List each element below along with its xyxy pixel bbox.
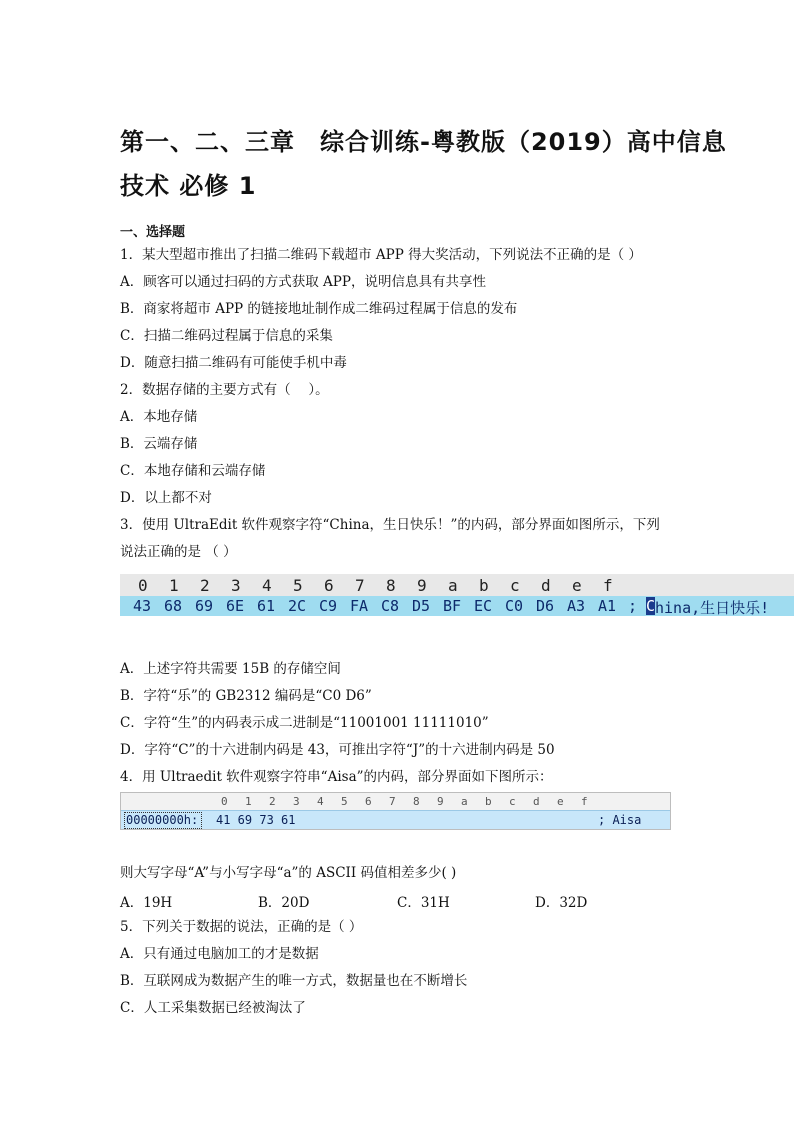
hex-byte: 6E bbox=[226, 597, 245, 615]
q5-stem: 5．下列关于数据的说法，正确的是（ ） bbox=[120, 919, 363, 935]
hex-byte: D5 bbox=[412, 597, 431, 615]
hex-col-9: 9 bbox=[437, 795, 444, 808]
hex-text: hina,生日快乐! bbox=[655, 599, 770, 617]
hex-byte: EC bbox=[474, 597, 493, 615]
hex-byte: BF bbox=[443, 597, 462, 615]
q3-option-b: B．字符“乐”的 GB2312 编码是“C0 D6” bbox=[120, 688, 372, 704]
q4-question: 则大写字母“A”与小写字母“a”的 ASCII 码值相差多少( ) bbox=[120, 865, 457, 881]
q2-option-c: C．本地存储和云端存储 bbox=[120, 463, 266, 479]
q4-option-d: D．32D bbox=[535, 895, 588, 911]
q1-stem: 1．某大型超市推出了扫描二维码下载超市 APP 得大奖活动，下列说法不正确的是（ ） bbox=[120, 247, 642, 263]
hex-byte: C8 bbox=[381, 597, 400, 615]
hex-address: 00000000h: bbox=[126, 813, 199, 827]
hex-col-d: d bbox=[541, 576, 551, 595]
hex-col-0: 0 bbox=[138, 576, 148, 595]
section-heading: 一、选择题 bbox=[120, 225, 186, 240]
hex-col-5: 5 bbox=[293, 576, 303, 595]
hex-col-b: b bbox=[485, 795, 492, 808]
q5-option-c: C．人工采集数据已经被淘汰了 bbox=[120, 1000, 306, 1016]
hex-col-2: 2 bbox=[200, 576, 210, 595]
hex-col-e: e bbox=[557, 795, 564, 808]
q3-stem-line1: 3．使用 UltraEdit 软件观察字符“China，生日快乐！”的内码，部分界面如图所示，下列 bbox=[120, 517, 660, 533]
q1-option-c: C．扫描二维码过程属于信息的采集 bbox=[120, 328, 333, 344]
hex-data-row bbox=[121, 810, 670, 830]
hex-col-a: a bbox=[461, 795, 468, 808]
document-title-line1: 第一、二、三章 综合训练-粤教版（2019）高中信息 bbox=[120, 128, 727, 156]
hex-col-0: 0 bbox=[221, 795, 228, 808]
hex-col-f: f bbox=[581, 795, 588, 808]
hex-text-cursor: C bbox=[646, 597, 656, 615]
hex-col-9: 9 bbox=[417, 576, 427, 595]
hex-byte: A1 bbox=[598, 597, 617, 615]
hex-col-c: c bbox=[510, 576, 520, 595]
hex-byte: FA bbox=[350, 597, 369, 615]
hex-col-4: 4 bbox=[262, 576, 272, 595]
q2-option-a: A．本地存储 bbox=[120, 409, 198, 425]
q1-option-a: A．顾客可以通过扫码的方式获取 APP，说明信息具有共享性 bbox=[120, 274, 486, 290]
hex-col-b: b bbox=[479, 576, 489, 595]
hex-bytes: 41 69 73 61 bbox=[216, 813, 296, 827]
hex-col-2: 2 bbox=[269, 795, 276, 808]
hex-separator: ; bbox=[628, 597, 638, 615]
hex-byte: 68 bbox=[164, 597, 183, 615]
hex-byte: 2C bbox=[288, 597, 307, 615]
document-title-line2: 技术 必修 1 bbox=[120, 172, 257, 200]
q5-option-a: A．只有通过电脑加工的才是数据 bbox=[120, 946, 319, 962]
q4-stem: 4．用 Ultraedit 软件观察字符串“Aisa”的内码，部分界面如下图所示： bbox=[120, 769, 553, 785]
q1-option-b: B．商家将超市 APP 的链接地址制作成二维码过程属于信息的发布 bbox=[120, 301, 518, 317]
hex-col-7: 7 bbox=[355, 576, 365, 595]
q2-option-b: B．云端存储 bbox=[120, 436, 198, 452]
hex-col-8: 8 bbox=[386, 576, 396, 595]
hex-byte: C0 bbox=[505, 597, 524, 615]
hex-col-3: 3 bbox=[231, 576, 241, 595]
q1-option-d: D．随意扫描二维码有可能使手机中毒 bbox=[120, 355, 347, 371]
hex-view-china bbox=[120, 574, 794, 618]
q3-option-a: A．上述字符共需要 15B 的存储空间 bbox=[120, 661, 341, 677]
q2-stem: 2．数据存储的主要方式有（ ）。 bbox=[120, 382, 329, 398]
hex-byte: D6 bbox=[536, 597, 555, 615]
hex-col-e: e bbox=[572, 576, 582, 595]
hex-byte: 69 bbox=[195, 597, 214, 615]
hex-col-6: 6 bbox=[365, 795, 372, 808]
hex-byte: 61 bbox=[257, 597, 276, 615]
hex-col-1: 1 bbox=[169, 576, 179, 595]
hex-data-row bbox=[120, 596, 794, 616]
hex-col-6: 6 bbox=[324, 576, 334, 595]
hex-column-header bbox=[120, 574, 794, 596]
q4-option-c: C．31H bbox=[397, 895, 450, 911]
q3-stem-line2: 说法正确的是 （ ） bbox=[120, 544, 237, 560]
hex-col-a: a bbox=[448, 576, 458, 595]
hex-byte: 43 bbox=[133, 597, 152, 615]
q3-option-c: C．字符“生”的内码表示成二进制是“11001001 11111010” bbox=[120, 715, 489, 731]
q2-option-d: D．以上都不对 bbox=[120, 490, 212, 506]
hex-col-f: f bbox=[603, 576, 613, 595]
hex-view-aisa bbox=[120, 792, 671, 830]
hex-col-8: 8 bbox=[413, 795, 420, 808]
hex-col-c: c bbox=[509, 795, 516, 808]
q3-option-d: D．字符“C”的十六进制内码是 43，可推出字符“J”的十六进制内码是 50 bbox=[120, 742, 555, 758]
hex-col-1: 1 bbox=[245, 795, 252, 808]
hex-col-7: 7 bbox=[389, 795, 396, 808]
hex-byte: A3 bbox=[567, 597, 586, 615]
hex-col-3: 3 bbox=[293, 795, 300, 808]
hex-col-d: d bbox=[533, 795, 540, 808]
hex-column-header bbox=[121, 793, 670, 810]
q4-option-a: A．19H bbox=[120, 895, 173, 911]
hex-col-4: 4 bbox=[317, 795, 324, 808]
q5-option-b: B．互联网成为数据产生的唯一方式，数据量也在不断增长 bbox=[120, 973, 468, 989]
hex-byte: C9 bbox=[319, 597, 338, 615]
hex-text: ; Aisa bbox=[598, 813, 642, 827]
q4-option-b: B．20D bbox=[258, 895, 310, 911]
hex-col-5: 5 bbox=[341, 795, 348, 808]
